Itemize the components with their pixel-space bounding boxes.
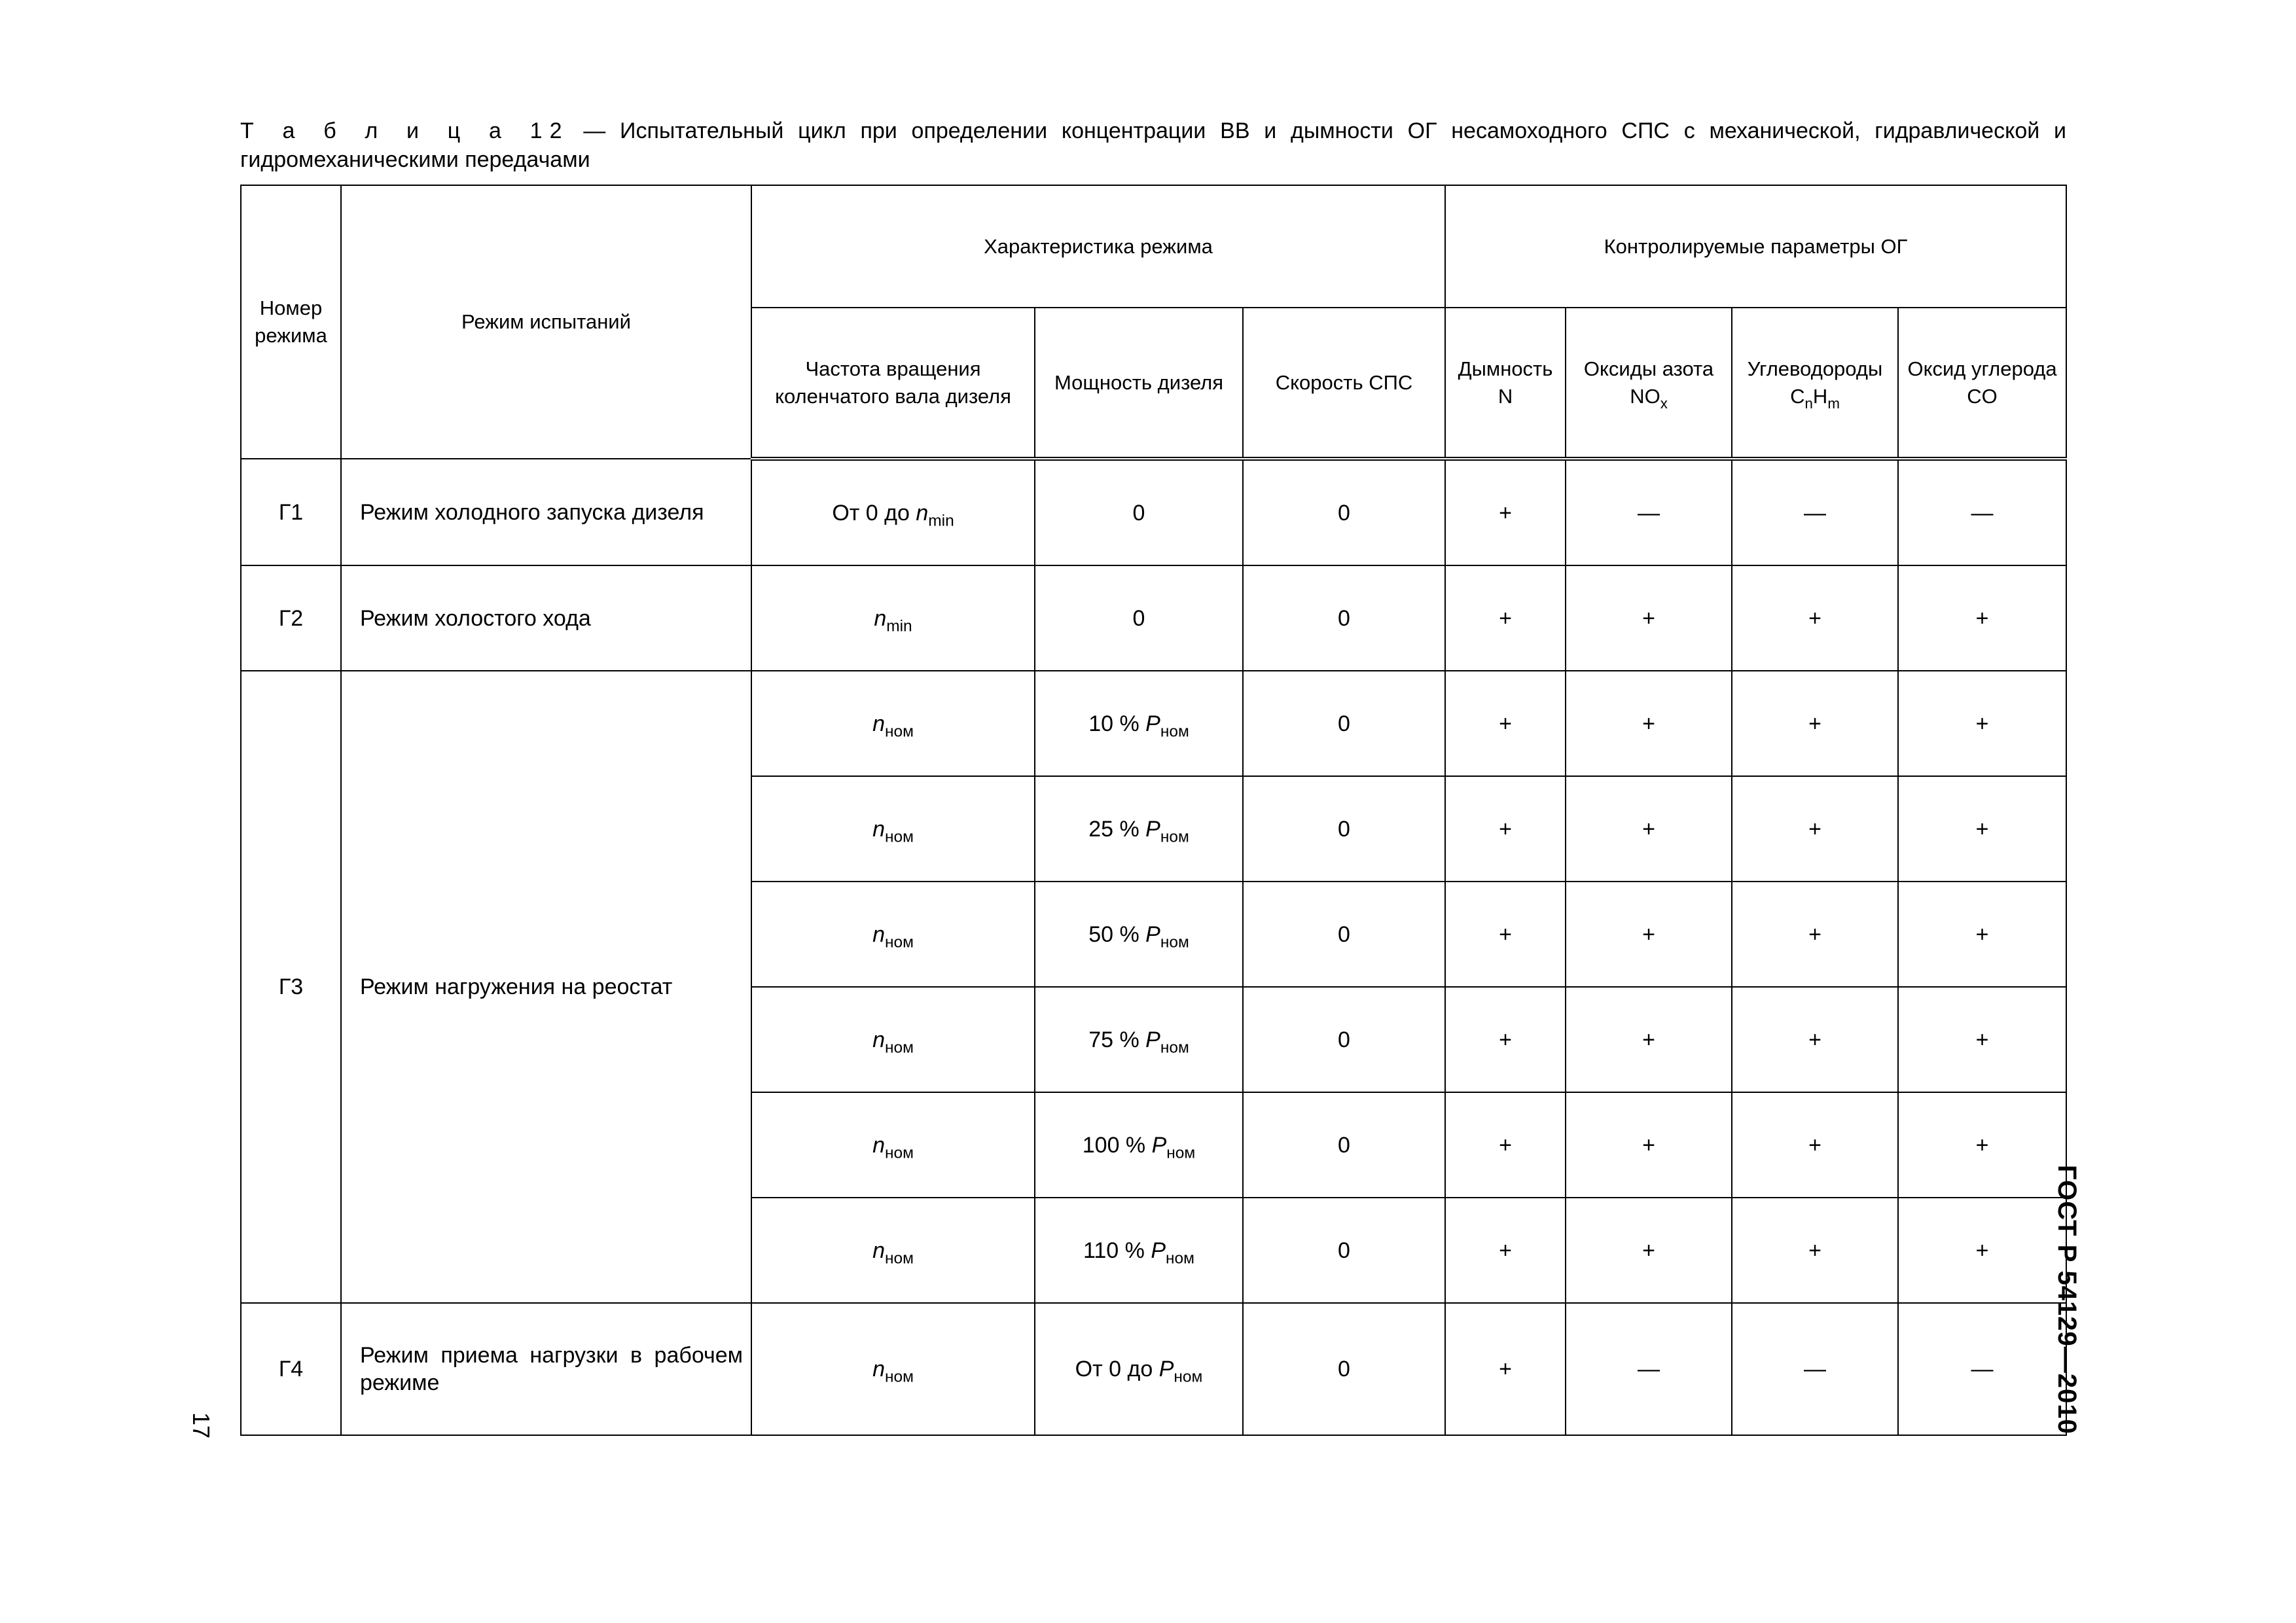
rpm-subscript: ном [884,933,914,952]
header-nox-sub: x [1660,395,1668,412]
power-subscript: ном [1166,1144,1196,1162]
document-designation: ГОСТ Р 54129—2010 [2053,1165,2081,1435]
nox-cell: + [1566,671,1732,776]
power-subscript: ном [1160,1039,1189,1057]
power-subscript: ном [1160,828,1189,846]
rpm-cell [751,1303,1035,1435]
power-subscript: ном [1160,933,1189,952]
table-row [241,671,2066,776]
header-co: Оксид углерода CO [1898,308,2066,459]
rpm-symbol: n [874,605,887,631]
power-cell [1035,1198,1243,1303]
rpm-subscript: ном [884,1144,914,1162]
speed-cell: 0 [1243,987,1445,1092]
header-hc-m: m [1827,395,1840,412]
co-cell: — [1898,1303,2066,1435]
power-symbol: P [1151,1132,1167,1158]
speed-cell: 0 [1243,776,1445,882]
rpm-symbol: n [916,500,929,526]
smoke-cell: + [1445,1092,1566,1198]
power-cell [1035,776,1243,882]
rpm-subscript: ном [884,828,914,846]
rpm-symbol: n [872,1357,885,1382]
power-prefix: 0 [1132,605,1145,631]
rpm-prefix: От 0 до [832,500,916,526]
mode-name-cell: Режим холодного запуска дизеля [341,459,751,565]
rpm-cell [751,882,1035,987]
power-symbol: P [1145,816,1160,842]
table-row [241,565,2066,671]
co-cell: + [1898,776,2066,882]
power-subscript: ном [1160,722,1189,741]
header-test-mode: Режим испытаний [341,185,751,459]
smoke-cell: + [1445,1198,1566,1303]
nox-cell: + [1566,882,1732,987]
power-prefix: 0 [1132,500,1145,526]
rpm-cell [751,671,1035,776]
power-cell [1035,671,1243,776]
header-smoke-symbol: N [1498,384,1513,408]
power-prefix: От 0 до [1075,1357,1159,1382]
rpm-subscript: min [886,617,912,635]
smoke-cell: + [1445,776,1566,882]
header-controlled-params: Контролируемые параметры ОГ [1445,185,2066,308]
rpm-subscript: ном [884,722,914,741]
speed-cell: 0 [1243,1303,1445,1435]
table-row [241,1303,2066,1435]
rpm-symbol: n [872,711,885,736]
header-smoke-label: Дымность [1458,357,1553,380]
co-cell: + [1898,1198,2066,1303]
hc-cell: — [1732,459,1898,565]
nox-cell: + [1566,1198,1732,1303]
header-nox-label: Оксиды азота [1583,357,1714,380]
hc-cell: + [1732,987,1898,1092]
power-subscript: ном [1174,1368,1203,1386]
power-symbol: P [1145,921,1160,947]
header-hc-label: Углеводороды [1747,357,1883,380]
header-hc-n: n [1804,395,1813,412]
power-prefix: 10 % [1088,711,1146,736]
rpm-cell [751,1198,1035,1303]
rpm-symbol: n [872,1132,885,1158]
hc-cell: + [1732,565,1898,671]
table-caption [240,116,2066,174]
table-caption-label: Т а б л и ц а 12 [240,118,569,143]
power-cell [1035,565,1243,671]
header-hc-h: H [1812,384,1828,408]
rpm-cell [751,1092,1035,1198]
header-nox-symbol: NO [1630,384,1660,408]
mode-number-cell: Г3 [241,671,341,1303]
header-smoke [1445,308,1566,459]
table-caption-text: — Испытательный цикл при определении концентрации ВВ и дымности ОГ несамоходного СПС с механической, гидравлической и гидромеханическими передачами [240,118,2066,172]
smoke-cell: + [1445,987,1566,1092]
hc-cell: + [1732,1092,1898,1198]
header-rpm: Частота вращения коленчатого вала дизеля [751,308,1035,459]
rpm-subscript: min [928,512,954,530]
co-cell: — [1898,459,2066,565]
nox-cell: — [1566,459,1732,565]
power-symbol: P [1145,711,1160,736]
mode-number-cell: Г1 [241,459,341,565]
co-cell: + [1898,987,2066,1092]
hc-cell: + [1732,1198,1898,1303]
power-prefix: 25 % [1088,816,1146,842]
header-hc [1732,308,1898,459]
hc-cell: — [1732,1303,1898,1435]
smoke-cell: + [1445,882,1566,987]
rpm-cell [751,776,1035,882]
smoke-cell: + [1445,1303,1566,1435]
nox-cell: + [1566,776,1732,882]
header-nox [1566,308,1732,459]
page-number: 17 [188,1412,215,1439]
smoke-cell: + [1445,459,1566,565]
nox-cell: — [1566,1303,1732,1435]
co-cell: + [1898,671,2066,776]
power-symbol: P [1145,1027,1160,1052]
co-cell: + [1898,565,2066,671]
power-cell [1035,1092,1243,1198]
co-cell: + [1898,882,2066,987]
speed-cell: 0 [1243,565,1445,671]
power-cell [1035,882,1243,987]
mode-number-cell: Г2 [241,565,341,671]
speed-cell: 0 [1243,1198,1445,1303]
hc-cell: + [1732,671,1898,776]
co-cell: + [1898,1092,2066,1198]
speed-cell: 0 [1243,459,1445,565]
mode-name-cell: Режим приема нагрузки в рабочем режиме [341,1303,751,1435]
hc-cell: + [1732,776,1898,882]
header-mode-number: Номер режима [241,185,341,459]
power-prefix: 75 % [1088,1027,1146,1052]
rpm-subscript: ном [884,1039,914,1057]
hc-cell: + [1732,882,1898,987]
speed-cell: 0 [1243,882,1445,987]
mode-name-cell: Режим нагружения на реостат [341,671,751,1303]
power-prefix: 110 % [1083,1238,1151,1263]
header-power: Мощность дизеля [1035,308,1243,459]
smoke-cell: + [1445,671,1566,776]
rpm-symbol: n [872,1238,885,1263]
rpm-symbol: n [872,816,885,842]
speed-cell: 0 [1243,671,1445,776]
nox-cell: + [1566,1092,1732,1198]
header-mode-characteristics: Характеристика режима [751,185,1445,308]
header-hc-c: C [1790,384,1805,408]
power-cell [1035,1303,1243,1435]
rpm-subscript: ном [884,1368,914,1386]
rpm-cell [751,987,1035,1092]
test-cycle-table [240,185,2067,1436]
smoke-cell: + [1445,565,1566,671]
rpm-subscript: ном [884,1249,914,1268]
table-row [241,459,2066,565]
power-symbol: P [1151,1238,1166,1263]
nox-cell: + [1566,987,1732,1092]
header-speed: Скорость СПС [1243,308,1445,459]
rpm-symbol: n [872,1027,885,1052]
rpm-symbol: n [872,921,885,947]
power-prefix: 100 % [1082,1132,1152,1158]
power-subscript: ном [1166,1249,1194,1268]
rpm-cell [751,565,1035,671]
mode-number-cell: Г4 [241,1303,341,1435]
power-prefix: 50 % [1088,921,1146,947]
power-cell [1035,987,1243,1092]
nox-cell: + [1566,565,1732,671]
speed-cell: 0 [1243,1092,1445,1198]
power-symbol: P [1158,1357,1174,1382]
rpm-cell [751,459,1035,565]
mode-name-cell: Режим холостого хода [341,565,751,671]
power-cell [1035,459,1243,565]
